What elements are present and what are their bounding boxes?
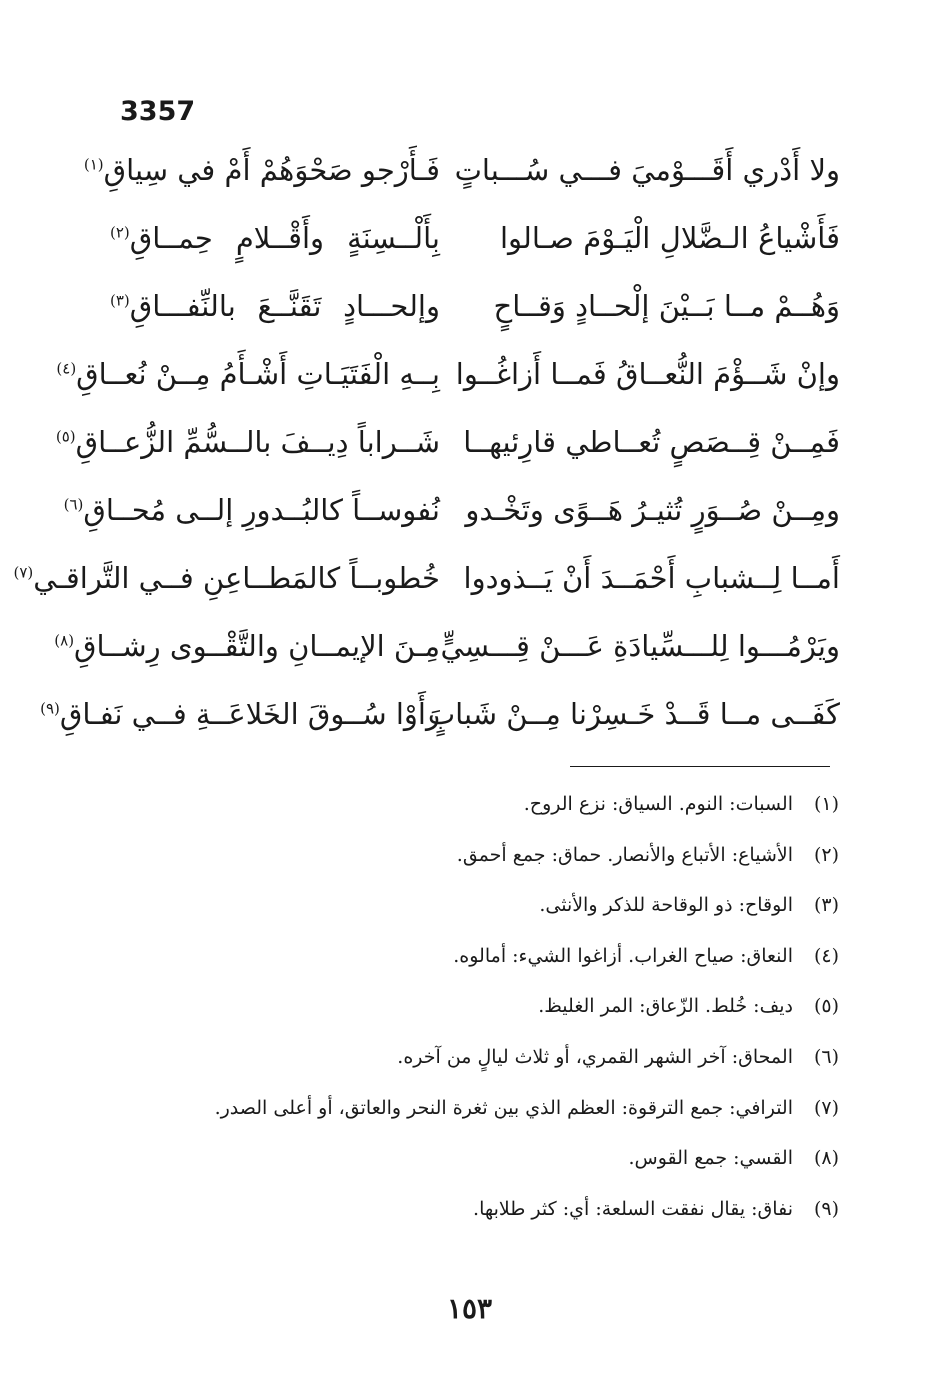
footnote-text: النعاق: صياح الغراب. أزاغوا الشيء: أمالوه. [453, 944, 793, 967]
footnote-text: المحاق: آخر الشهر القمري، أو ثلاث ليالٍ من آخره. [397, 1045, 793, 1068]
hemistich-text: مِـنَ الإيمــانِ والتَّقْــوى رِشــاقِ [74, 629, 440, 663]
verse-first-hemistich: وإنْ شَــؤْمَ النُّعــاقُ فَمــا أَزاغُــوا [455, 357, 840, 391]
verse-first-hemistich: وَهُــمْ مــا بَــيْنَ إلْحــادٍ وَقــاحٍ [493, 289, 840, 323]
verse-first-hemistich: فَمِــنْ قِــصَصٍ تُعــاطي قارِئيهــا [463, 425, 840, 459]
footnote-number: (٧) [813, 1096, 839, 1119]
footnote-text: نفاق: يقال نفقت السلعة: أي: كثر طلابها. [473, 1197, 793, 1220]
footnote [119, 1143, 839, 1194]
footnote-number: (٥) [813, 995, 839, 1018]
footnote-ref: (٩) [40, 699, 60, 718]
page-id: 3357 [120, 96, 196, 127]
hemistich-text: شَــراباً دِيــفَ بالــسُّمِّ الزُّعــاقِ [75, 425, 440, 459]
footnote-text: الأشياع: الأتباع والأنصار. حماق: جمع أحمق. [456, 843, 793, 866]
verse [83, 150, 840, 218]
verse-first-hemistich: فَأَشْياعُ الـضَّلالِ الْيَـوْمَ صـالوا [500, 221, 840, 255]
footnote-number: (٨) [813, 1147, 839, 1170]
footnote-number: (٣) [813, 894, 839, 917]
verse-second-hemistich [56, 354, 440, 394]
verse [40, 694, 840, 762]
footnote-text: القسي: جمع القوس. [628, 1147, 793, 1170]
footnote [119, 1042, 839, 1093]
verse-first-hemistich: ومِــنْ صُــوَرٍ تُثيـرُ هَــوًى وتَخْـدو [465, 493, 840, 527]
footnote-number: (٤) [813, 944, 839, 967]
hemistich-text: بِــهِ الْفَتَيَـاتِ أَشْـأَمُ مِــنْ نُعــاقِ [76, 357, 440, 391]
footnote-ref: (٦) [63, 495, 84, 514]
verse-second-hemistich [54, 626, 440, 666]
footnote-divider [570, 766, 830, 767]
footnote-ref: (٣) [110, 291, 130, 310]
verse-first-hemistich: ولا أَدْري أَقَـــوْميَ فـــي سُـــباتٍ [454, 153, 840, 187]
hemistich-text: بِأَلْــسِنَةٍ وأَقْــلامٍ حِمــاقِ [129, 221, 440, 255]
verse-first-hemistich: ويَرْمُـــوا لِلـــسِّيادَةِ عَـــنْ قِـــسِيٍّ [440, 629, 840, 663]
verse-second-hemistich [110, 218, 440, 258]
footnote [119, 789, 839, 840]
hemistich-text: خُطوبــاً كالمَطــاعِنِ فــي التَّراقـي [33, 561, 440, 595]
footnote-ref: (٥) [55, 427, 76, 446]
footnote-text: الوقاح: ذو الوقاحة للذكر والأنثى. [539, 894, 793, 917]
footnote-number: (٦) [813, 1045, 839, 1068]
footnote-ref: (١) [83, 155, 104, 174]
footnote-number: (١) [813, 793, 839, 815]
verse [13, 558, 840, 626]
footnote [119, 941, 839, 992]
page-number: ١٥٣ [446, 1292, 493, 1325]
hemistich-text: وإلحـــادٍ تَقَنَّــعَ بالنِّفـــاقِ [129, 289, 440, 323]
verse-second-hemistich [83, 150, 440, 190]
verse [110, 218, 840, 286]
verse [54, 626, 840, 694]
hemistich-text: رَأَوْا سُــوقَ الخَلاعَــةِ فــي نَفـاقِ [59, 697, 440, 731]
verse-second-hemistich [13, 558, 440, 598]
footnote-text: ديف: خُلط. الزّعاق: المر الغليظ. [538, 995, 793, 1018]
verse-first-hemistich: أَمــا لِــشبابِ أَحْمَــدَ أَنْ يَــذودوا [463, 561, 840, 595]
verse-second-hemistich [40, 694, 440, 734]
poem [13, 150, 840, 762]
footnote [119, 890, 839, 941]
hemistich-text: نُفوســاً كالبُــدورِ إلــى مُحــاقِ [83, 493, 440, 527]
footnote [119, 1093, 839, 1144]
verse-second-hemistich [110, 286, 440, 326]
verse [63, 490, 840, 558]
hemistich-text: فَـأَرْجو صَحْوَهُمْ أَمْ في سِياقِ [103, 153, 440, 187]
footnote [119, 1194, 839, 1245]
verse-second-hemistich [55, 422, 440, 462]
footnote-text: السبات: النوم. السياق: نزع الروح. [523, 793, 793, 815]
verse-second-hemistich [63, 490, 440, 530]
footnotes [119, 789, 839, 1244]
verse [110, 286, 840, 354]
verse-first-hemistich: كَفَــى مــا قَــدْ خَـسِرْنا مِــنْ شَبابٍ [427, 697, 840, 731]
footnote-number: (٩) [813, 1197, 839, 1220]
footnote [119, 991, 839, 1042]
footnote-text: الترافي: جمع الترقوة: العظم الذي بين ثغرة النحر والعاتق، أو أعلى الصدر. [214, 1096, 793, 1119]
footnote [119, 840, 839, 891]
verse [56, 354, 840, 422]
footnote-ref: (٢) [110, 223, 130, 242]
footnote-ref: (٤) [56, 359, 77, 378]
footnote-number: (٢) [813, 843, 839, 866]
footnote-ref: (٧) [13, 563, 34, 582]
verse [55, 422, 840, 490]
footnote-ref: (٨) [54, 631, 75, 650]
